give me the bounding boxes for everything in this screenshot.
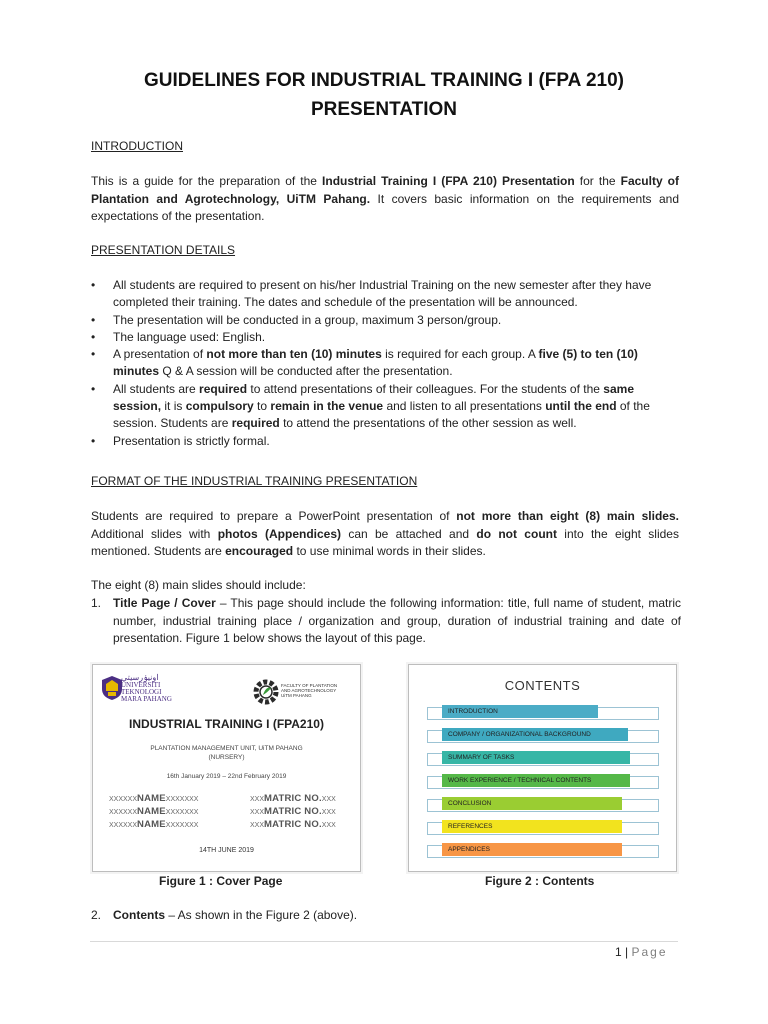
intro-bold: Faculty of Plantation and Agrotechnology, UiTM Pahang. (91, 174, 680, 206)
page-footer (615, 945, 668, 959)
placeholder-x: XXX (250, 796, 265, 803)
bullet-bold: not more than ten (10) minutes (206, 347, 382, 362)
item-text-span: – This page should include the following information: title, full name of student, matric number, industrial training place / organization and group, duration of industrial training and date of presentation. Figure 1 below shows the layout of this page. (113, 596, 681, 645)
placeholder-x: XXX (250, 822, 265, 829)
faculty-line: FACULTY OF PLANTATION (281, 683, 338, 688)
placeholder-x: XXX (321, 796, 336, 803)
contents-item: INTRODUCTION (442, 705, 598, 718)
faculty-name (281, 683, 341, 698)
bullet-text: A presentation of (113, 347, 207, 362)
bullet-icon: • (91, 347, 96, 362)
intro-bold: Industrial Training I (FPA 210) Presentation (322, 174, 575, 188)
footer-divider (90, 941, 678, 942)
eight-slides-intro: The eight (8) main slides should include: (91, 578, 306, 592)
name-label: NAME (137, 806, 166, 817)
placeholder-x: XXX (250, 809, 265, 816)
matric-label: MATRIC NO. (264, 819, 322, 830)
uitm-crest-icon (101, 675, 123, 701)
bullet-text: Q & A session will be conducted after the presentation. (159, 364, 453, 379)
contents-item: CONCLUSION (442, 797, 622, 810)
item-number: 2. (91, 908, 102, 922)
cover-unit-line-2: (NURSERY) (208, 754, 245, 761)
bullet-bold: five (5) to ten (10) minutes (113, 347, 638, 379)
introduction-paragraph (91, 173, 679, 226)
contents-item: WORK EXPERIENCE / TECHNICAL CONTENTS (442, 774, 630, 787)
cover-dates: 16th January 2019 – 22nd February 2019 (166, 773, 287, 780)
cover-unit-line-1: PLANTATION MANAGEMENT UNIT, UiTM PAHANG (150, 745, 303, 752)
item-text (113, 907, 681, 925)
bullet-text: and listen to all presentations (383, 399, 546, 414)
figure-2-caption: Figure 2 : Contents (485, 874, 595, 888)
placeholder-x: XXXXXX (109, 809, 138, 816)
name-label: NAME (137, 793, 166, 804)
name-label: NAME (137, 819, 166, 830)
introduction-heading: INTRODUCTION (91, 139, 183, 153)
title-line-2: PRESENTATION (310, 99, 458, 120)
cover-matric-row (250, 819, 336, 830)
cover-name-row (109, 806, 198, 817)
intro-text: It covers basic information on the requirements and expectations of the presentation. (91, 191, 680, 223)
list-item (91, 381, 681, 433)
details-heading: PRESENTATION DETAILS (91, 243, 236, 257)
faculty-line: AND AGROTECHNOLOGY (281, 688, 337, 693)
contents-item: SUMMARY OF TASKS (442, 751, 630, 764)
page-label: Page (631, 945, 668, 959)
contents-heading: CONTENTS (504, 678, 581, 693)
footer-separator: | (621, 945, 632, 959)
figure-contents (408, 664, 677, 872)
bullet-bold: compulsory (185, 399, 254, 414)
bullet-text: All students are required to present on his/her Industrial Training on the new semester after they have completed their training. The dates and schedule of the presentation will be announced. (113, 278, 652, 310)
faculty-line: UiTM PAHANG (281, 693, 312, 698)
matric-label: MATRIC NO. (264, 793, 322, 804)
bullet-text: to attend the presentations of the other session as well. (279, 416, 577, 431)
bullet-text: to attend presentations of their colleagues. For the students of the (247, 381, 604, 396)
placeholder-x: XXXXXX (109, 796, 138, 803)
bullet-text: it is (161, 399, 186, 414)
bullet-bold: required (199, 381, 248, 396)
cover-heading: INDUSTRIAL TRAINING I (FPA210) (129, 717, 324, 731)
bullet-text: to (253, 399, 271, 414)
placeholder-x: XXX (321, 822, 336, 829)
format-text: Additional slides with (91, 526, 218, 541)
format-text: Students are required to prepare a PowerPoint presentation of (91, 509, 457, 523)
bullet-text: Presentation is strictly formal. (113, 433, 270, 448)
list-item (91, 346, 681, 381)
format-text: into the eight slides mentioned. Students are (91, 526, 679, 558)
intro-text: This is a guide for the preparation of the (91, 174, 323, 188)
matric-label: MATRIC NO. (264, 806, 322, 817)
bullet-icon: • (91, 381, 96, 396)
item-bold: Title Page / Cover (113, 596, 216, 610)
list-item (91, 312, 681, 329)
bullet-text: is required for each group. A (381, 347, 539, 362)
bullet-text: The language used: English. (113, 329, 266, 344)
figure-1-caption: Figure 1 : Cover Page (159, 874, 283, 888)
list-item (91, 277, 681, 312)
placeholder-x: XXXXXX (109, 822, 138, 829)
list-item (91, 329, 681, 346)
cover-date: 14TH JUNE 2019 (199, 847, 254, 854)
item-text (113, 595, 681, 648)
bullet-icon: • (91, 329, 96, 344)
bullet-bold: required (231, 416, 280, 431)
format-paragraph (91, 508, 679, 561)
list-item (91, 433, 681, 450)
item-text-span: – As shown in the Figure 2 (above). (165, 908, 358, 922)
format-text: can be attached and (341, 526, 477, 541)
bullet-text: of the session. Students are (113, 399, 650, 431)
bullet-bold: same session, (113, 381, 634, 414)
placeholder-x: XXX (321, 809, 336, 816)
bullet-bold: remain in the venue (270, 399, 384, 414)
placeholder-x: XXXXXXX (165, 796, 199, 803)
format-bold: do not count (476, 526, 557, 541)
format-bold: not more than eight (8) main slides. (456, 509, 679, 523)
contents-item: COMPANY / ORGANIZATIONAL BACKGROUND (442, 728, 628, 741)
title-line-1: GUIDELINES FOR INDUSTRIAL TRAINING I (FPA 210) (144, 70, 624, 91)
cover-name-row (109, 793, 198, 804)
contents-item: APPENDICES (442, 843, 622, 856)
details-bullet-list (91, 277, 681, 450)
university-jawi: اونيۏرسيتي (121, 673, 159, 682)
numbered-item-1 (91, 595, 681, 648)
university-line: UNIVERSITI (121, 681, 161, 689)
cover-name-row (109, 819, 198, 830)
item-number: 1. (91, 596, 102, 610)
faculty-gear-icon (251, 677, 281, 707)
university-line: MARA PAHANG (121, 695, 172, 703)
university-name (121, 673, 172, 703)
bullet-bold: until the end (545, 399, 617, 414)
format-heading: FORMAT OF THE INDUSTRIAL TRAINING PRESENTATION (91, 474, 418, 488)
contents-item: REFERENCES (442, 820, 622, 833)
document-title (60, 66, 708, 124)
bullet-text: All students are (113, 381, 200, 396)
bullet-text: The presentation will be conducted in a group, maximum 3 person/group. (113, 312, 502, 327)
format-bold: encouraged (225, 544, 294, 558)
format-text: to use minimal words in their slides. (293, 544, 486, 558)
bullet-icon: • (91, 312, 96, 327)
figure-cover-page (92, 664, 361, 872)
cover-matric-row (250, 793, 336, 804)
item-bold: Contents (113, 908, 165, 922)
page-number: 1 (615, 945, 622, 959)
numbered-item-2 (91, 907, 681, 925)
format-bold: photos (Appendices) (217, 526, 342, 541)
intro-text: for the (574, 174, 621, 188)
placeholder-x: XXXXXXX (165, 809, 199, 816)
university-line: TEKNOLOGI (121, 688, 162, 696)
bullet-icon: • (91, 278, 96, 292)
placeholder-x: XXXXXXX (165, 822, 199, 829)
cover-matric-row (250, 806, 336, 817)
bullet-icon: • (91, 433, 96, 448)
